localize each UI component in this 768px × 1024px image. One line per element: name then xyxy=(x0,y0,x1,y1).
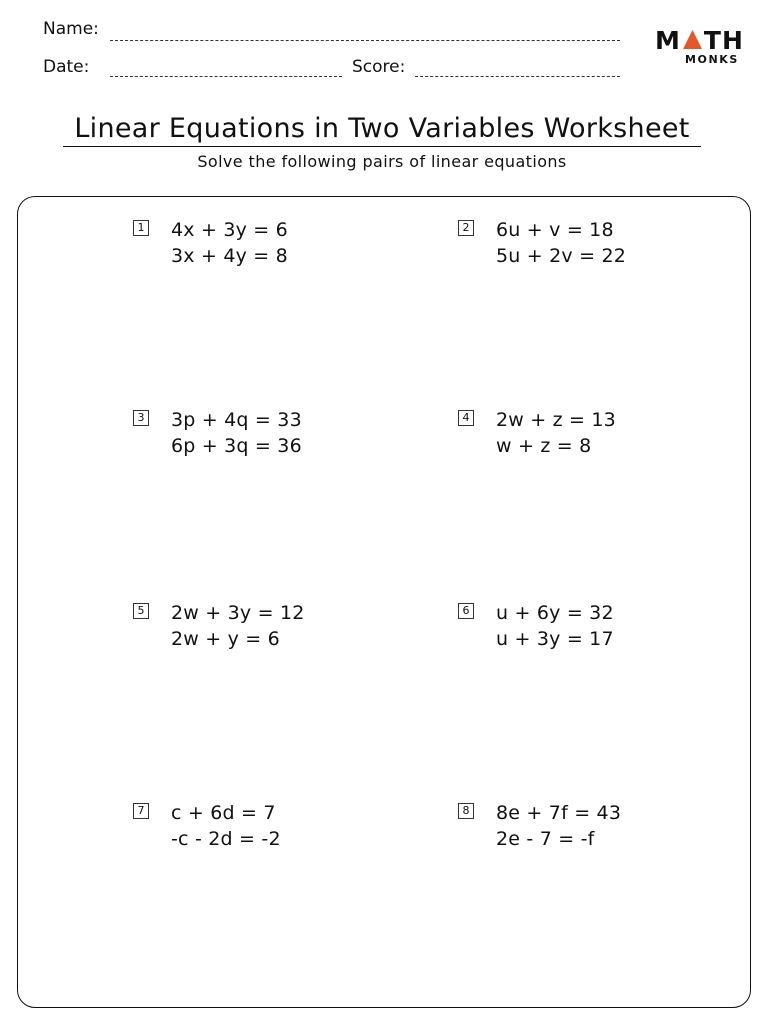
logo-math-word xyxy=(655,28,744,54)
problem-number: 1 xyxy=(133,220,149,236)
score-field[interactable] xyxy=(415,76,620,77)
equation-2: 5u + 2v = 22 xyxy=(496,245,627,267)
problem-number: 8 xyxy=(458,803,474,819)
problem-number: 2 xyxy=(458,220,474,236)
problem-number: 3 xyxy=(133,410,149,426)
triangle-a-icon xyxy=(682,29,703,50)
equation-1: u + 6y = 32 xyxy=(496,602,614,624)
date-field[interactable] xyxy=(110,76,342,77)
equation-1: 4x + 3y = 6 xyxy=(171,219,288,241)
equation-2: 2e - 7 = -f xyxy=(496,828,595,850)
logo-monks-word: MONKS xyxy=(685,53,739,66)
problems-panel xyxy=(17,196,751,1008)
page-title: Linear Equations in Two Variables Worksheet xyxy=(74,113,690,144)
equation-2: w + z = 8 xyxy=(496,435,592,457)
problem-number: 5 xyxy=(133,603,149,619)
problem-number: 4 xyxy=(458,410,474,426)
score-label: Score: xyxy=(352,57,406,77)
problem-number: 7 xyxy=(133,803,149,819)
problem-number: 6 xyxy=(458,603,474,619)
equation-1: 8e + 7f = 43 xyxy=(496,802,622,824)
date-label: Date: xyxy=(43,57,90,77)
equation-2: u + 3y = 17 xyxy=(496,628,614,650)
equation-2: -c - 2d = -2 xyxy=(171,828,281,850)
equation-2: 3x + 4y = 8 xyxy=(171,245,288,267)
math-monks-logo xyxy=(655,28,747,68)
equation-2: 6p + 3q = 36 xyxy=(171,435,302,457)
name-field[interactable] xyxy=(110,40,620,41)
equation-1: 2w + 3y = 12 xyxy=(171,602,305,624)
logo-letter-h: H xyxy=(721,26,744,55)
equation-2: 2w + y = 6 xyxy=(171,628,280,650)
equation-1: 6u + v = 18 xyxy=(496,219,614,241)
equation-1: 3p + 4q = 33 xyxy=(171,409,302,431)
equation-1: c + 6d = 7 xyxy=(171,802,276,824)
logo-letter-t: T xyxy=(703,26,722,55)
equation-1: 2w + z = 13 xyxy=(496,409,616,431)
logo-letter-m: M xyxy=(655,26,681,55)
title-underline xyxy=(63,146,701,147)
page-subtitle: Solve the following pairs of linear equations xyxy=(197,152,567,171)
name-label: Name: xyxy=(43,19,99,39)
